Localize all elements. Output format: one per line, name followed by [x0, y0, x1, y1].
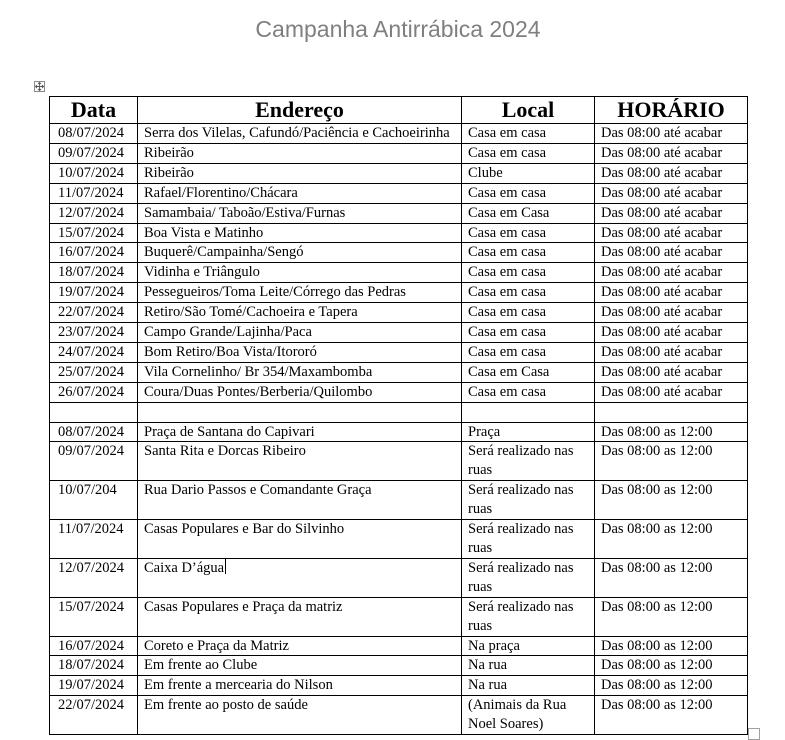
table-row	[50, 558, 748, 597]
cell-time[interactable]: Das 08:00 as 12:00	[595, 520, 748, 559]
cell-local[interactable]: Será realizado nas ruas	[462, 520, 595, 559]
table-header-row	[50, 97, 748, 124]
table-row	[50, 163, 748, 183]
campaign-schedule-table[interactable]	[49, 96, 748, 735]
cell-address[interactable]: Casas Populares e Bar do Silvinho	[138, 520, 462, 559]
table-row	[50, 382, 748, 402]
table-row	[50, 183, 748, 203]
document-title: Campanha Antirrábica 2024	[255, 16, 541, 42]
cell-local[interactable]: Será realizado nas ruas	[462, 597, 595, 636]
table-row	[50, 283, 748, 303]
cell-date[interactable]: 10/07/204	[50, 481, 138, 520]
cell-local[interactable]: Casa em casa	[462, 223, 595, 243]
cell-date[interactable]: 12/07/2024	[50, 558, 138, 597]
cell-time[interactable]: Das 08:00 as 12:00	[595, 442, 748, 481]
header-horario: HORÁRIO	[595, 97, 748, 124]
header-endereco: Endereço	[138, 97, 462, 124]
cell-address[interactable]: Rafael/Florentino/Chácara	[138, 183, 462, 203]
header-local: Local	[462, 97, 595, 124]
cell-local[interactable]: Casa em casa	[462, 283, 595, 303]
cell-local[interactable]: Será realizado nas ruas	[462, 558, 595, 597]
cell-time[interactable]: Das 08:00 até acabar	[595, 382, 748, 402]
cell-time[interactable]: Das 08:00 as 12:00	[595, 656, 748, 676]
cell-time[interactable]: Das 08:00 até acabar	[595, 243, 748, 263]
table-row	[50, 442, 748, 481]
table-row	[50, 362, 748, 382]
cell-local[interactable]: Casa em casa	[462, 303, 595, 323]
table-row	[50, 597, 748, 636]
cell-address[interactable]: Boa Vista e Matinho	[138, 223, 462, 243]
cell-address[interactable]: Praça de Santana do Capivari	[138, 422, 462, 442]
cell-date[interactable]: 26/07/2024	[50, 382, 138, 402]
cell-time[interactable]: Das 08:00 até acabar	[595, 362, 748, 382]
cell-address[interactable]: Retiro/São Tomé/Cachoeira e Tapera	[138, 303, 462, 323]
cell-address[interactable]: Ribeirão	[138, 143, 462, 163]
cell-date[interactable]: 16/07/2024	[50, 243, 138, 263]
cell-time[interactable]: Das 08:00 até acabar	[595, 303, 748, 323]
cell-address[interactable]: Samambaia/ Taboão/Estiva/Furnas	[138, 203, 462, 223]
table-row	[50, 223, 748, 243]
table-row	[50, 323, 748, 343]
cell-date[interactable]: 25/07/2024	[50, 362, 138, 382]
cell-date[interactable]: 22/07/2024	[50, 303, 138, 323]
table-row	[50, 342, 748, 362]
empty-cell[interactable]	[138, 402, 462, 422]
cell-address[interactable]: Santa Rita e Dorcas Ribeiro	[138, 442, 462, 481]
table-row	[50, 303, 748, 323]
cell-date[interactable]: 15/07/2024	[50, 597, 138, 636]
table-row	[50, 676, 748, 696]
cell-time[interactable]: Das 08:00 as 12:00	[595, 558, 748, 597]
cell-date[interactable]: 23/07/2024	[50, 323, 138, 343]
cell-address[interactable]: Serra dos Vilelas, Cafundó/Paciência e Cachoeirinha	[138, 124, 462, 144]
cell-time[interactable]: Das 08:00 até acabar	[595, 203, 748, 223]
cell-date[interactable]: 08/07/2024	[50, 124, 138, 144]
cell-time[interactable]: Das 08:00 as 12:00	[595, 481, 748, 520]
cell-time[interactable]: Das 08:00 até acabar	[595, 342, 748, 362]
cell-local[interactable]: Casa em casa	[462, 243, 595, 263]
cell-address[interactable]: Buquerê/Campainha/Sengó	[138, 243, 462, 263]
cell-local[interactable]: Na praça	[462, 636, 595, 656]
cell-date[interactable]: 12/07/2024	[50, 203, 138, 223]
cell-date[interactable]: 09/07/2024	[50, 442, 138, 481]
table-row	[50, 243, 748, 263]
cell-time[interactable]: Das 08:00 as 12:00	[595, 597, 748, 636]
cell-local[interactable]: Casa em casa	[462, 183, 595, 203]
cell-time[interactable]: Das 08:00 as 12:00	[595, 676, 748, 696]
cell-address[interactable]: Vila Cornelinho/ Br 354/Maxambomba	[138, 362, 462, 382]
cell-time[interactable]: Das 08:00 até acabar	[595, 263, 748, 283]
cell-time[interactable]: Das 08:00 até acabar	[595, 124, 748, 144]
table-row	[50, 636, 748, 656]
cell-local[interactable]: Clube	[462, 163, 595, 183]
cell-address[interactable]: Vidinha e Triângulo	[138, 263, 462, 283]
cell-date[interactable]: 10/07/2024	[50, 163, 138, 183]
cell-local[interactable]: Casa em casa	[462, 124, 595, 144]
cell-date[interactable]: 16/07/2024	[50, 636, 138, 656]
table-row	[50, 203, 748, 223]
header-data: Data	[50, 97, 138, 124]
empty-cell[interactable]	[50, 402, 138, 422]
cell-local[interactable]: Casa em casa	[462, 323, 595, 343]
cell-address[interactable]: Pessegueiros/Toma Leite/Córrego das Pedras	[138, 283, 462, 303]
cell-address[interactable]: Casas Populares e Praça da matriz	[138, 597, 462, 636]
cell-local[interactable]: Casa em casa	[462, 342, 595, 362]
cell-local[interactable]: Casa em Casa	[462, 362, 595, 382]
cell-date[interactable]: 24/07/2024	[50, 342, 138, 362]
cell-date[interactable]: 15/07/2024	[50, 223, 138, 243]
empty-cell[interactable]	[462, 402, 595, 422]
cell-date[interactable]: 11/07/2024	[50, 520, 138, 559]
cell-time[interactable]: Das 08:00 as 12:00	[595, 636, 748, 656]
cell-date[interactable]: 22/07/2024	[50, 696, 138, 735]
cell-address[interactable]: Ribeirão	[138, 163, 462, 183]
cell-time[interactable]: Das 08:00 até acabar	[595, 183, 748, 203]
cell-local[interactable]: (Animais da Rua Noel Soares)	[462, 696, 595, 735]
cell-local[interactable]: Praça	[462, 422, 595, 442]
cell-address[interactable]: Em frente ao Clube	[138, 656, 462, 676]
cell-date[interactable]: 09/07/2024	[50, 143, 138, 163]
cell-address[interactable]: Rua Dario Passos e Comandante Graça	[138, 481, 462, 520]
table-row	[50, 263, 748, 283]
cell-local[interactable]: Casa em casa	[462, 263, 595, 283]
cell-time[interactable]: Das 08:00 até acabar	[595, 143, 748, 163]
table-resize-handle[interactable]	[748, 728, 760, 740]
cell-time[interactable]: Das 08:00 até acabar	[595, 163, 748, 183]
table-row	[50, 143, 748, 163]
cell-local[interactable]: Na rua	[462, 676, 595, 696]
cell-local[interactable]: Será realizado nas ruas	[462, 442, 595, 481]
cell-date[interactable]: 19/07/2024	[50, 676, 138, 696]
cell-address[interactable]: Em frente a mercearia do Nilson	[138, 676, 462, 696]
cell-local[interactable]: Casa em Casa	[462, 203, 595, 223]
cell-time[interactable]: Das 08:00 até acabar	[595, 323, 748, 343]
cell-local[interactable]: Será realizado nas ruas	[462, 481, 595, 520]
text-cursor	[225, 559, 226, 574]
table-row	[50, 481, 748, 520]
empty-separator-row	[50, 402, 748, 422]
cell-address[interactable]: Coura/Duas Pontes/Berberia/Quilombo	[138, 382, 462, 402]
cell-address[interactable]: Campo Grande/Lajinha/Paca	[138, 323, 462, 343]
cell-time[interactable]: Das 08:00 as 12:00	[595, 422, 748, 442]
cell-address[interactable]: Bom Retiro/Boa Vista/Itororó	[138, 342, 462, 362]
table-row	[50, 520, 748, 559]
cell-date[interactable]: 11/07/2024	[50, 183, 138, 203]
table-move-handle-icon[interactable]	[34, 81, 45, 92]
cell-address[interactable]: Caixa D’água	[138, 558, 462, 597]
table-row	[50, 124, 748, 144]
cell-address[interactable]: Em frente ao posto de saúde	[138, 696, 462, 735]
cell-date[interactable]: 18/07/2024	[50, 656, 138, 676]
cell-local[interactable]: Casa em casa	[462, 143, 595, 163]
cell-date[interactable]: 19/07/2024	[50, 283, 138, 303]
table-row	[50, 422, 748, 442]
cell-time[interactable]: Das 08:00 até acabar	[595, 283, 748, 303]
cell-time[interactable]: Das 08:00 as 12:00	[595, 696, 748, 735]
cell-date[interactable]: 18/07/2024	[50, 263, 138, 283]
cell-address[interactable]: Coreto e Praça da Matriz	[138, 636, 462, 656]
cell-local[interactable]: Na rua	[462, 656, 595, 676]
cell-date[interactable]: 08/07/2024	[50, 422, 138, 442]
table-row	[50, 656, 748, 676]
cell-local[interactable]: Casa em casa	[462, 382, 595, 402]
cell-time[interactable]: Das 08:00 até acabar	[595, 223, 748, 243]
table-row	[50, 696, 748, 735]
empty-cell[interactable]	[595, 402, 748, 422]
